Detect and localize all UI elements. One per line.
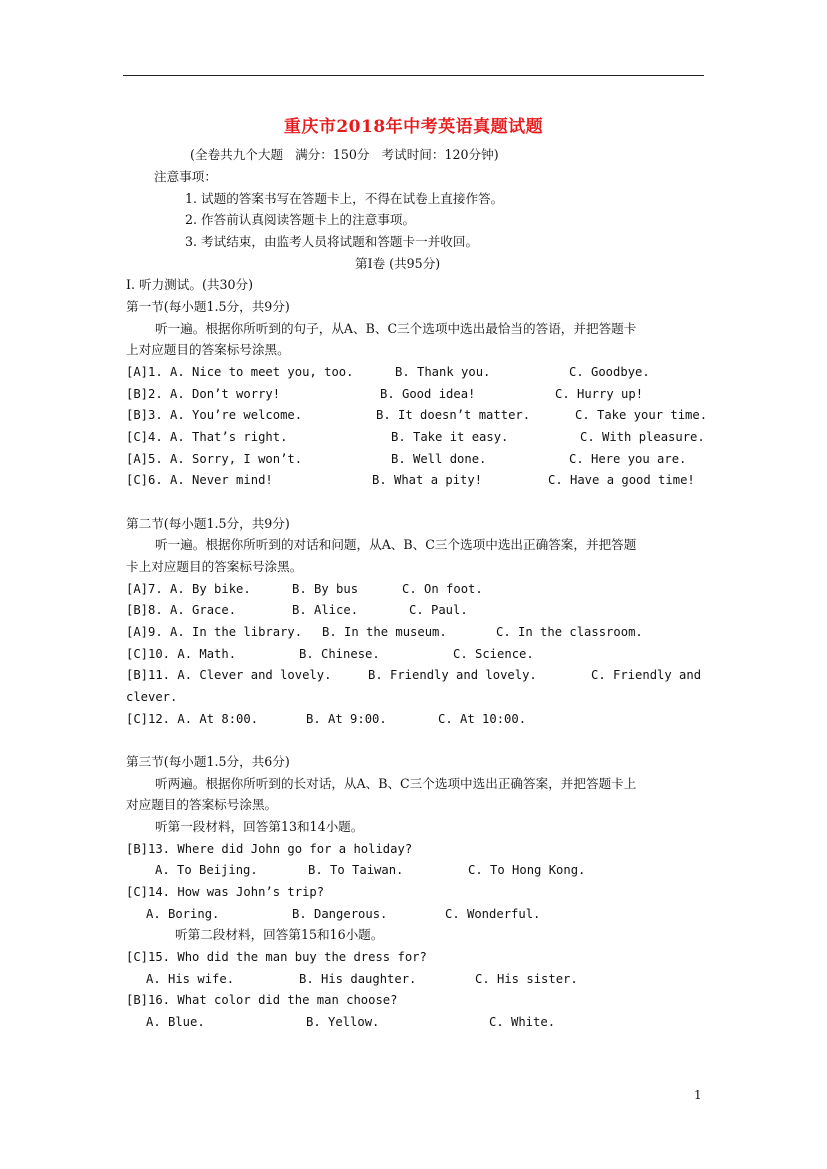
notes-heading: 注意事项：	[154, 169, 217, 184]
section-instruction: 听一遍。根据你所听到的对话和问题，从A、B、C三个选项中选出正确答案，并把答题	[155, 537, 637, 552]
part-heading: I. 听力测试。(共30分)	[126, 277, 253, 292]
question-stem: [C]4. A. That’s right.	[126, 430, 288, 444]
section-instruction: 听两遍。根据你所听到的长对话，从A、B、C三个选项中选出正确答案，并把答题卡上	[155, 776, 637, 791]
section-instruction: 听一遍。根据你所听到的句子，从A、B、C三个选项中选出最恰当的答语，并把答题卡	[155, 321, 637, 336]
option-b: B. Alice.	[292, 603, 359, 617]
option-b: B. In the museum.	[322, 625, 447, 639]
section-heading: 第一节(每小题1.5分，共9分)	[126, 299, 290, 314]
option-b: B. Yellow.	[306, 1015, 380, 1029]
note-item: 2. 作答前认真阅读答题卡上的注意事项。	[185, 212, 416, 227]
section-instruction: 对应题目的答案标号涂黑。	[126, 797, 278, 812]
option-c: C. White.	[489, 1015, 556, 1029]
question-stem: [A]7. A. By bike.	[126, 582, 251, 596]
option-c: C. To Hong Kong.	[468, 863, 586, 877]
option-c: C. At 10:00.	[438, 712, 527, 726]
note-item: 3. 考试结束，由监考人员将试题和答题卡一并收回。	[185, 234, 479, 249]
question-stem: [A]5. A. Sorry, I won’t.	[126, 452, 303, 466]
option-c: C. Friendly and	[591, 668, 702, 682]
volume-heading: 第Ⅰ卷 (共95分)	[355, 256, 441, 271]
option-c: C. Goodbye.	[569, 365, 650, 379]
option-b: B. Thank you.	[395, 365, 491, 379]
note-item: 1. 试题的答案书写在答题卡上，不得在试卷上直接作答。	[185, 191, 504, 206]
option-b: B. Well done.	[391, 452, 487, 466]
question-stem: [B]3. A. You’re welcome.	[126, 408, 303, 422]
question-stem: [B]11. A. Clever and lovely.	[126, 668, 332, 682]
option-b: B. It doesn’t matter.	[376, 408, 531, 422]
option-c: C. Have a good time!	[548, 473, 695, 487]
option-c: C. His sister.	[475, 972, 578, 986]
passage-intro: 听第二段材料，回答第15和16小题。	[175, 927, 384, 942]
question-stem: [B]8. A. Grace.	[126, 603, 237, 617]
question-stem: [A]9. A. In the library.	[126, 625, 303, 639]
option-b: B. What a pity!	[372, 473, 483, 487]
option-c: C. In the classroom.	[496, 625, 643, 639]
option-b: B. Good idea!	[380, 387, 476, 401]
option-b: B. Chinese.	[299, 647, 380, 661]
question-stem: [C]10. A. Math.	[126, 647, 237, 661]
option-c: C. Wonderful.	[445, 907, 541, 921]
header-rule	[123, 75, 704, 76]
option-a: A. To Beijing.	[155, 863, 258, 877]
exam-subtitle: (全卷共九个大题 满分：150分 考试时间：120分钟)	[190, 147, 499, 162]
option-c: C. Science.	[453, 647, 534, 661]
option-c: C. Hurry up!	[555, 387, 644, 401]
option-c: C. Here you are.	[569, 452, 687, 466]
question-stem: [B]16. What color did the man choose?	[126, 993, 398, 1007]
question-stem: [C]15. Who did the man buy the dress for?	[126, 950, 427, 964]
question-stem: [C]14. How was John’s trip?	[126, 885, 325, 899]
option-b: B. By bus	[292, 582, 359, 596]
question-stem: [A]1. A. Nice to meet you, too.	[126, 365, 354, 379]
section-instruction: 上对应题目的答案标号涂黑。	[126, 342, 290, 357]
option-a: A. Blue.	[146, 1015, 205, 1029]
option-a: A. Boring.	[146, 907, 220, 921]
section-instruction: 卡上对应题目的答案标号涂黑。	[126, 559, 303, 574]
option-c: C. Paul.	[409, 603, 468, 617]
option-b: B. At 9:00.	[306, 712, 387, 726]
question-stem: [C]6. A. Never mind!	[126, 473, 273, 487]
section-heading: 第二节(每小题1.5分，共9分)	[126, 516, 290, 531]
option-b: B. Take it easy.	[391, 430, 509, 444]
option-b: B. His daughter.	[299, 972, 417, 986]
option-c-continuation: clever.	[126, 690, 178, 704]
question-stem: [B]13. Where did John go for a holiday?	[126, 842, 413, 856]
option-a: A. His wife.	[146, 972, 235, 986]
question-stem: [C]12. A. At 8:00.	[126, 712, 259, 726]
option-c: C. On foot.	[402, 582, 483, 596]
option-b: B. Friendly and lovely.	[368, 668, 537, 682]
option-b: B. To Taiwan.	[308, 863, 404, 877]
passage-intro: 听第一段材料，回答第13和14小题。	[155, 819, 364, 834]
exam-title: 重庆市2018年中考英语真题试题	[283, 117, 544, 137]
question-stem: [B]2. A. Don’t worry!	[126, 387, 281, 401]
option-b: B. Dangerous.	[292, 907, 388, 921]
option-c: C. Take your time.	[575, 408, 708, 422]
option-c: C. With pleasure.	[580, 430, 705, 444]
page-number: 1	[694, 1088, 702, 1102]
section-heading: 第三节(每小题1.5分，共6分)	[126, 754, 290, 769]
